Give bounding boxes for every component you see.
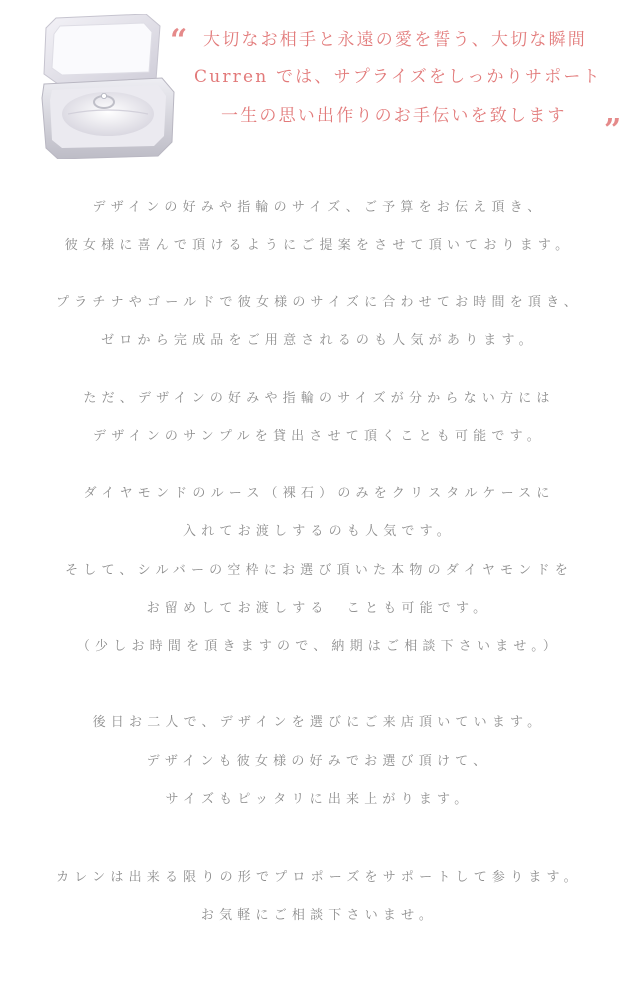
body-line: カレンは出来る限りの形でプロポーズをサポートして参ります。 [56,870,582,885]
body-line: 入れてお渡しするのも人気です。 [183,524,455,539]
body-line: デザインも彼女様の好みでお選び頂けて、 [146,754,492,769]
body-line: （少しお時間を頂きますので、納期はご相談下さいませ。） [76,639,562,654]
open-quote-mark: “ [170,23,188,58]
header-line-1: 大切なお相手と永遠の愛を誓う、大切な瞬間 [203,30,587,50]
body-line: お留めしてお渡しする ことも可能です。 [146,601,492,616]
body-line: デザインの好みや指輪のサイズ、ご予算をお伝え頂き、 [92,200,546,215]
body-line: サイズもピッタリに出来上がります。 [165,792,473,807]
body-line: プラチナやゴールドで彼女様のサイズに合わせてお時間を頂き、 [56,295,582,310]
body-line: 彼女様に喜んで頂けるようにご提案をさせて頂いております。 [64,238,574,253]
body-line: ただ、デザインの好みや指輪のサイズが分からない方には [83,391,555,406]
body-line: 後日お二人で、デザインを選びにご来店頂いています。 [92,715,546,730]
header-line-3: 一生の思い出作りのお手伝いを致します [221,106,567,126]
close-quote-mark: ” [604,113,622,148]
body-line: デザインのサンプルを貸出させて頂くことも可能です。 [93,429,545,444]
body-line: ゼロから完成品をご用意されるのも人気があります。 [101,333,537,348]
body-line: そして、シルバーの空枠にお選び頂いた本物のダイヤモンドを [65,563,573,578]
ring-box-image [38,14,178,159]
body-line: お気軽にご相談下さいませ。 [200,908,438,923]
header-line-2: Curren では、サプライズをしっかりサポート [194,67,602,87]
body-line: ダイヤモンドのルース（裸石）のみをクリスタルケースに [83,486,555,501]
